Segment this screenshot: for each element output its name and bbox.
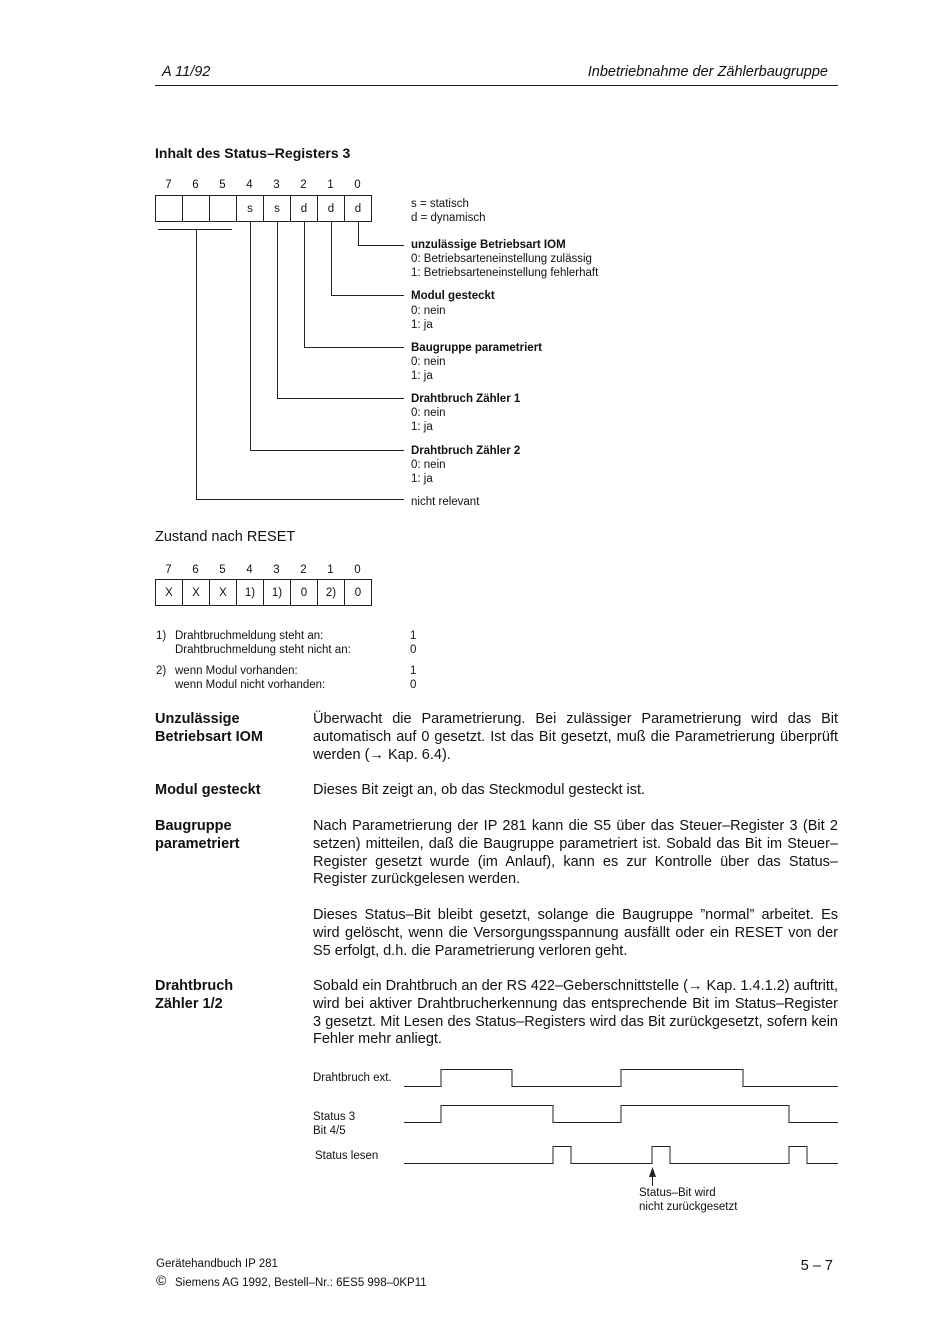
section1-label-line1: Unzulässige	[155, 711, 240, 727]
timing-label-status-lesen: Status lesen	[315, 1150, 379, 1162]
signal-drahtbruch-ext	[404, 1070, 838, 1087]
section3-label-line1: Baugruppe	[155, 818, 232, 834]
header-left: A 11/92	[162, 64, 211, 80]
section1-text: Überwacht die Parametrierung. Bei zulässiger Parametrierung wird das Bit automatisch auf 0 gesetzt. Ist das Bit gesetzt, muß die Parametrierung überprüft werden (→ Kap. 6.4).	[313, 711, 838, 763]
section3-text2: Dieses Status–Bit bleibt gesetzt, solange die Baugruppe ”normal” arbeitet. Es wird gelöscht, wenn die Versorgungsspannung ausfällt oder ein RESET von der S5 erfolgt, d.h. die Parametrierung verloren geht.	[313, 907, 838, 959]
bit4-value0: 0: nein	[411, 459, 446, 471]
register-cell: d	[345, 196, 372, 222]
bit-number: 2	[300, 179, 307, 191]
footnote1-line2: Drahtbruchmeldung steht nicht an:	[175, 644, 351, 656]
bit0-value1: 1: Betriebsarteneinstellung fehlerhaft	[411, 267, 599, 279]
header-right: Inbetriebnahme der Zählerbaugruppe	[587, 64, 828, 80]
bit-number: 3	[273, 179, 280, 191]
footnote2-mark: 2)	[156, 665, 167, 677]
bit0-value0: 0: Betriebsarteneinstellung zulässig	[411, 253, 592, 265]
bit2-connector	[305, 222, 405, 348]
bit-number: 6	[192, 179, 199, 191]
section2-text: Dieses Bit zeigt an, ob das Steckmodul gesteckt ist.	[313, 782, 646, 798]
bit3-connector	[278, 222, 405, 399]
bit2-title: Baugruppe parametriert	[411, 342, 543, 354]
bit0-title: unzulässige Betriebsart IOM	[411, 239, 566, 251]
bit2-value0: 0: nein	[411, 356, 446, 368]
reset-cell: 1)	[264, 580, 291, 606]
bit-number: 3	[273, 564, 280, 576]
timing-note-line1: Status–Bit wird	[639, 1187, 716, 1199]
reset-cell: 0	[291, 580, 318, 606]
bit0-connector	[359, 222, 405, 246]
copyright-icon: ©	[156, 1272, 167, 1288]
reset-register-table	[155, 579, 372, 606]
bits567-connector	[197, 230, 405, 500]
signal-status-lesen	[404, 1147, 838, 1164]
bit-number: 4	[246, 564, 253, 576]
bit3-title: Drahtbruch Zähler 1	[411, 393, 521, 405]
not-relevant-label: nicht relevant	[411, 496, 480, 508]
footnote1-value2: 0	[410, 644, 417, 656]
bit1-value0: 0: nein	[411, 305, 446, 317]
bit-number: 7	[165, 564, 172, 576]
bit-number: 0	[354, 564, 361, 576]
footnote2-value1: 1	[410, 665, 417, 677]
legend-static: s = statisch	[411, 198, 469, 210]
timing-note-line2: nicht zurückgesetzt	[639, 1201, 738, 1213]
section4-text: Sobald ein Drahtbruch an der RS 422–Geberschnittstelle (→ Kap. 1.4.1.2) auftritt, wird bei aktiver Drahtbrucherkennung das entsprechende Bit im Status–Register 3 gesetzt. Mit Lesen des Status–Registers wird das Bit zurückgesetzt, sofern kein Fehler mehr anliegt.	[313, 978, 838, 1048]
section4-label-line2: Zähler 1/2	[155, 996, 223, 1012]
bit-number: 7	[165, 179, 172, 191]
bit-number: 2	[300, 564, 307, 576]
reset-cell: 0	[345, 580, 372, 606]
section1-label-line2: Betriebsart IOM	[155, 729, 263, 745]
reset-cell: 1)	[237, 580, 264, 606]
timing-label-bit45: Bit 4/5	[313, 1125, 346, 1137]
bit1-connector	[332, 222, 405, 296]
register-title: Inhalt des Status–Registers 3	[155, 145, 351, 161]
register-cell: d	[318, 196, 345, 222]
page-number: 5 – 7	[800, 1258, 833, 1274]
bit4-title: Drahtbruch Zähler 2	[411, 445, 521, 457]
bit3-value0: 0: nein	[411, 407, 446, 419]
arrow-up-icon	[649, 1167, 656, 1177]
reset-cell: X	[156, 580, 183, 606]
timing-label-status3: Status 3	[313, 1111, 356, 1123]
section4-label-line1: Drahtbruch	[155, 978, 234, 994]
register-cell: d	[291, 196, 318, 222]
bit-number: 1	[327, 564, 334, 576]
bit-number: 6	[192, 564, 199, 576]
bit3-value1: 1: ja	[411, 421, 433, 433]
reset-cell: X	[210, 580, 237, 606]
footer-copyright: Siemens AG 1992, Bestell–Nr.: 6ES5 998–0KP11	[175, 1277, 427, 1289]
footnote1-mark: 1)	[156, 630, 167, 642]
footnote1-value1: 1	[410, 630, 417, 642]
section3-text: Nach Parametrierung der IP 281 kann die S5 über das Steuer–Register 3 (Bit 2 setzen) mitteilen, daß die Baugruppe parametriert ist. Sobald das Bit im Steuer–Register gesetzt wurde (im Anlauf), kann es zur Kontrolle über das Status–Register zurückgelesen werden.	[313, 818, 838, 888]
signal-status3-bit45	[404, 1106, 838, 1123]
footnote2-line2: wenn Modul nicht vorhanden:	[175, 679, 326, 691]
timing-label-drahtbruch: Drahtbruch ext.	[313, 1072, 392, 1084]
bit-number: 0	[354, 179, 361, 191]
footer-manual: Gerätehandbuch IP 281	[156, 1258, 278, 1270]
bit2-value1: 1: ja	[411, 370, 433, 382]
footnote2-value2: 0	[410, 679, 417, 691]
footnote1-line1: Drahtbruchmeldung steht an:	[175, 630, 324, 642]
section2-label: Modul gesteckt	[155, 782, 261, 798]
bit1-title: Modul gesteckt	[411, 290, 495, 302]
legend-dynamic: d = dynamisch	[411, 212, 486, 224]
bit-number: 1	[327, 179, 334, 191]
bit-number: 5	[219, 179, 226, 191]
register-cell: s	[237, 196, 264, 222]
bit4-value1: 1: ja	[411, 473, 433, 485]
bit-number: 5	[219, 564, 226, 576]
section3-label-line2: parametriert	[155, 836, 240, 852]
reset-title: Zustand nach RESET	[155, 529, 296, 545]
bit1-value1: 1: ja	[411, 319, 433, 331]
reset-cell: 2)	[318, 580, 345, 606]
reset-cell: X	[183, 580, 210, 606]
bit-number: 4	[246, 179, 253, 191]
register-cell: s	[264, 196, 291, 222]
footnote2-line1: wenn Modul vorhanden:	[175, 665, 298, 677]
bit4-connector	[251, 222, 405, 451]
